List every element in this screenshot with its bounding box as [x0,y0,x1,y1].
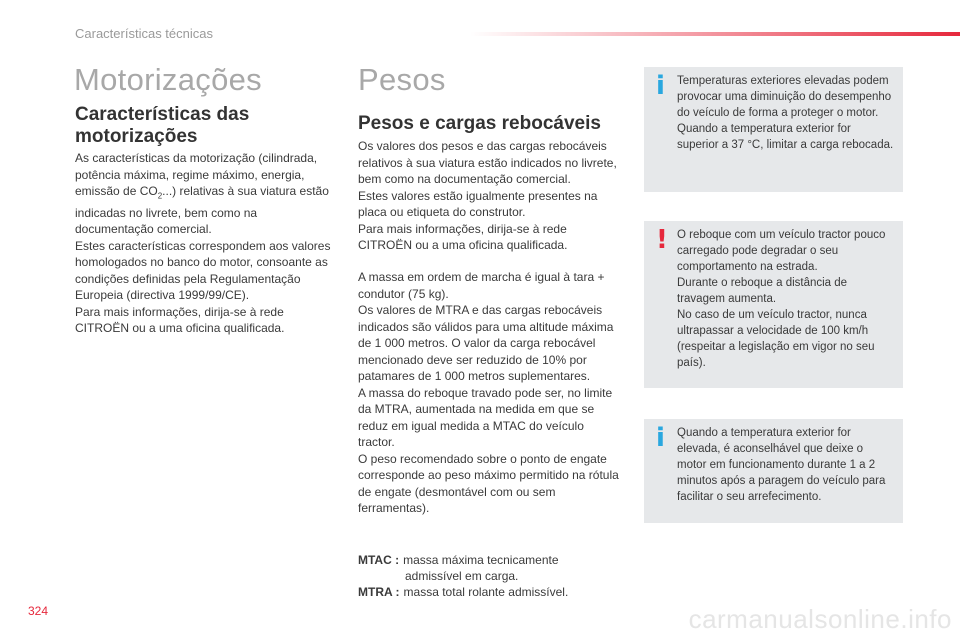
watermark: carmanualsonline.info [688,604,952,634]
pesos-subtitle: Pesos e cargas rebocáveis [358,113,601,134]
motorizacoes-paragraph-1: As características da motorização (cilindrada, potência máxima, regime máximo, energia, emissão de $CO_2$...) relativas à sua viatura estão indicadas no livrete, bem como na documentação comercial. [75,151,329,237]
pesos-paragraph: Os valores de MTRA e das cargas rebocáveis indicados são válidos para uma altitude máxima de 1 000 metros. O valor da carga rebocável mencionado deve ser reduzido de 10% por patamares de 1 000 metros suplementares. [358,303,614,383]
subtitle-line-1: Características das [75,104,250,125]
info-icon: i [656,423,665,453]
glossary-definition: massa máxima tecnicamente [403,553,559,567]
warning-icon: ! [656,225,668,255]
warning-line: No caso de um veículo tractor, nunca ultrapassar a velocidade de 100 km/h (respeitar a legislação em vigor no seu país). [677,309,875,369]
page-number: 324 [28,604,49,618]
pesos-paragraph: A massa em ordem de marcha é igual à tara + condutor (75 kg). [358,270,605,301]
info-box-temperature [644,67,903,192]
warning-line: O reboque com um veículo tractor pouco carregado pode degradar o seu comportamento na estrada. [677,229,886,273]
pesos-block-1 [358,138,622,254]
glossary [358,552,568,600]
pesos-title: Pesos [358,62,446,97]
glossary-term: MTRA : [358,585,400,599]
motorizacoes-subtitle [75,104,249,148]
pesos-paragraph: Para mais informações, dirija-se à rede CITROËN ou a uma oficina qualificada. [358,221,568,252]
motorizacoes-body [75,150,337,337]
glossary-definition-continued: admissível em carga. [405,569,519,583]
pesos-paragraph: Os valores dos pesos e das cargas rebocáveis relativos à sua viatura estão indicados no livrete, bem como na documentação comercial. [358,139,617,186]
warning-box-towing [644,221,903,388]
info-box-text: Temperaturas exteriores elevadas podem provocar uma diminuição do desempenho do veículo de forma a proteger o motor. Quando a temperatura exterior for superior a 37 °C, limitar a carga rebocada. [677,75,894,151]
warning-box-text [677,227,895,371]
section-header: Características técnicas [75,26,213,41]
info-icon: i [656,71,665,101]
warning-line: Durante o reboque a distância de travagem aumenta. [677,277,848,305]
glossary-term: MTAC : [358,553,400,567]
motorizacoes-paragraph-2: Estes características correspondem aos valores homologados no banco do motor, consoante as condições definidas pela Regulamentação Europeia (directiva 1999/99/CE). [75,238,331,303]
pesos-paragraph: A massa do reboque travado pode ser, no limite da MTRA, aumentada na medida em que se reduz em igual medida a MTAC do veículo tractor. [358,385,613,449]
motorizacoes-paragraph-3: Para mais informações, dirija-se à rede CITROËN ou a uma oficina qualificada. [75,304,285,336]
pesos-block-2 [358,269,622,517]
co2-subscript: 2 [157,191,163,201]
pesos-paragraph: O peso recomendado sobre o ponto de engate corresponde ao peso máximo permitido na rótula de engate (desmontável com ou sem ferramentas). [358,451,619,515]
subtitle-line-2: motorizações [75,126,198,147]
info-box-cooling [644,419,903,523]
glossary-mtac [358,552,568,568]
glossary-mtra [358,584,568,600]
glossary-definition: massa total rolante admissível. [403,585,569,599]
pesos-paragraph: Estes valores estão igualmente presentes na placa ou etiqueta do construtor. [358,188,598,219]
info-box-text: Quando a temperatura exterior for elevada, é aconselhável que deixe o motor em funcionamento durante 1 a 2 minutos após a paragem do veículo para facilitar o seu arrefecimento. [677,427,886,503]
header-accent-bar [470,32,960,36]
motorizacoes-title: Motorizações [74,62,262,97]
